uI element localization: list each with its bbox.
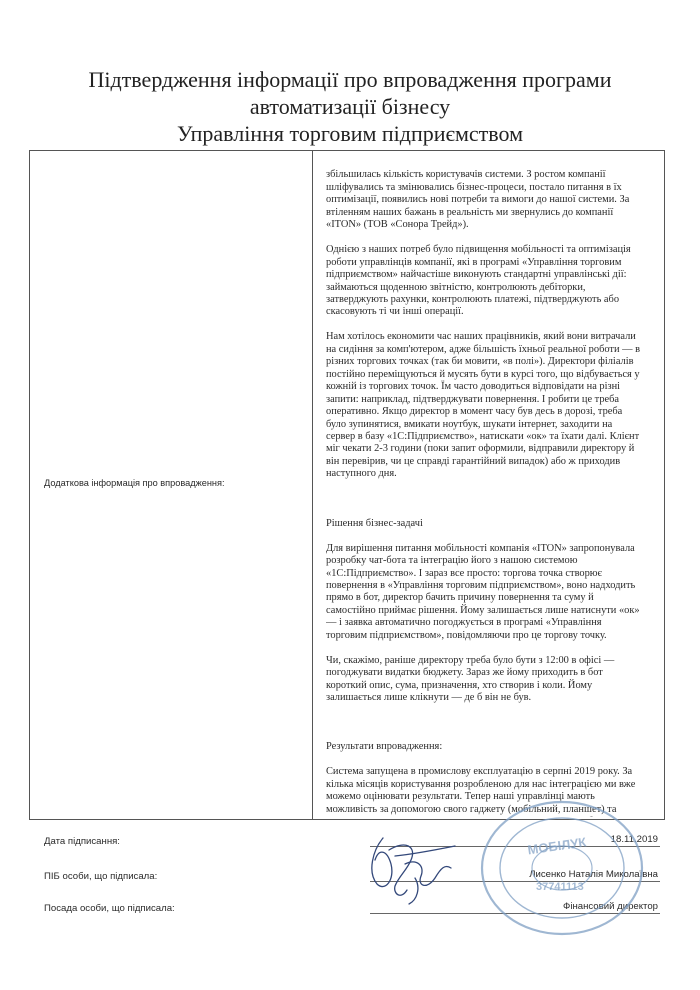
signature-icon	[355, 820, 465, 910]
signer-position-label: Посада особи, що підписала:	[44, 903, 175, 914]
title-line-3: Управління торговим підприємством	[176, 121, 524, 146]
section-heading-results: Результати впровадження:	[326, 741, 443, 753]
signing-date-label: Дата підписання:	[44, 836, 120, 847]
paragraph-gap	[326, 717, 644, 729]
signer-position-value: Фінансовий директор	[563, 901, 658, 912]
svg-text:37741113: 37741113	[536, 881, 584, 893]
paragraph-2: Однією з наших потреб було підвищення мобільності та оптимізація роботи управлінців компанії, які в програмі «Управління торговим підприємством» найчастіше виконують стандартні управлінські дії: займаються щоденною звітністю, контролюють дебіторки, затверджують рахунки, контролюють платежі, підтверджують або скасовують ті чи інші операції.	[326, 244, 631, 318]
paragraph-results: Система запущена в промислову експлуатацію в серпні 2019 року. За кілька місяців користування розробленою для нас інтеграцією ми вже можемо оцінювати результати. Тепер наші управлінці мають можливість за допомогою свого гаджету (мобільний, планшет) та	[326, 766, 636, 815]
title-line-1: Підтвердження інформації про впровадження програми	[88, 67, 612, 92]
signer-name-value: Лисенко Наталія Миколаївна	[529, 869, 658, 880]
paragraph-example: Чи, скажімо, раніше директору треба було бути з 12:00 в офісі — погоджувати видатки бюджету. Зараз же йому приходить в бот короткий опис, сума, призначення, хто створив і коли. Йому залишається лише клікнути — де б він не був.	[326, 654, 615, 704]
paragraph-gap	[326, 493, 644, 505]
section-heading-solution: Рішення бізнес-задачі	[326, 517, 423, 529]
paragraph-3: Нам хотілось економити час наших працівників, який вони витрачали на сидіння за комп'ютером, адже більшість їхньої реальної роботи — в різних торгових точках (так би мовити, «в полі»). Директори філіалів постійно переміщуються й мусять бути в курсі того, що відбувається у кожній із торгових точок. Їм часто доводиться відповідати на різні запити: наприклад, підтверджувати повернення. І робити це треба оперативно. Якщо директор в момент часу був десь в дорозі, треба було зупинятися, вмикати ноутбук, шукати інтернет, заходити на сервер в базу «1С:Підприємство», натискати «ок» та їхати далі. Клієнт міг чекати 2-3 години (поки запит оформили, відправили директору й він перевірив, чи це справді гарантійний випадок) або ж приходив наступного дня.	[326, 331, 641, 480]
svg-text:МОБІЛУК: МОБІЛУК	[526, 834, 588, 858]
company-stamp-icon	[470, 792, 650, 942]
signer-name-label: ПІБ особи, що підписала:	[44, 871, 158, 882]
additional-info-label: Додаткова інформація про впровадження:	[44, 478, 225, 488]
signing-date-value: 18.11.2019	[610, 834, 658, 845]
document-title	[0, 66, 700, 147]
info-table	[29, 150, 665, 820]
table-column-divider	[312, 151, 313, 819]
implementation-description	[326, 157, 644, 817]
paragraph-1: збільшилась кількість користувачів системи. З ростом компанії шліфувались та змінювались бізнес-процеси, постало питання в їх оптимізації, появились нові потреби та вимоги до нашої системи. За втіленням наших бажань в реальність ми звернулись до компанії «ITON» (ТОВ «Сонора Трейд»).	[326, 169, 630, 231]
title-line-2: автоматизації бізнесу	[249, 94, 451, 119]
paragraph-solution: Для вирішення питання мобільності компанія «ITON» запропонувала розробку чат-бота та інтеграцію його з нашою системою «1С:Підприємство». І зараз все просто: торгова точка створює повернення в «Управління торговим підприємством», воно надходить прямо в бот, директор бачить причину повернення та суму й самостійно приймає рішення. Йому залишається лише натиснути «ок» — і заявка автоматично погоджується в програмі «Управління торговим підприємством», повідомляючи про це торгову точку.	[326, 542, 640, 641]
